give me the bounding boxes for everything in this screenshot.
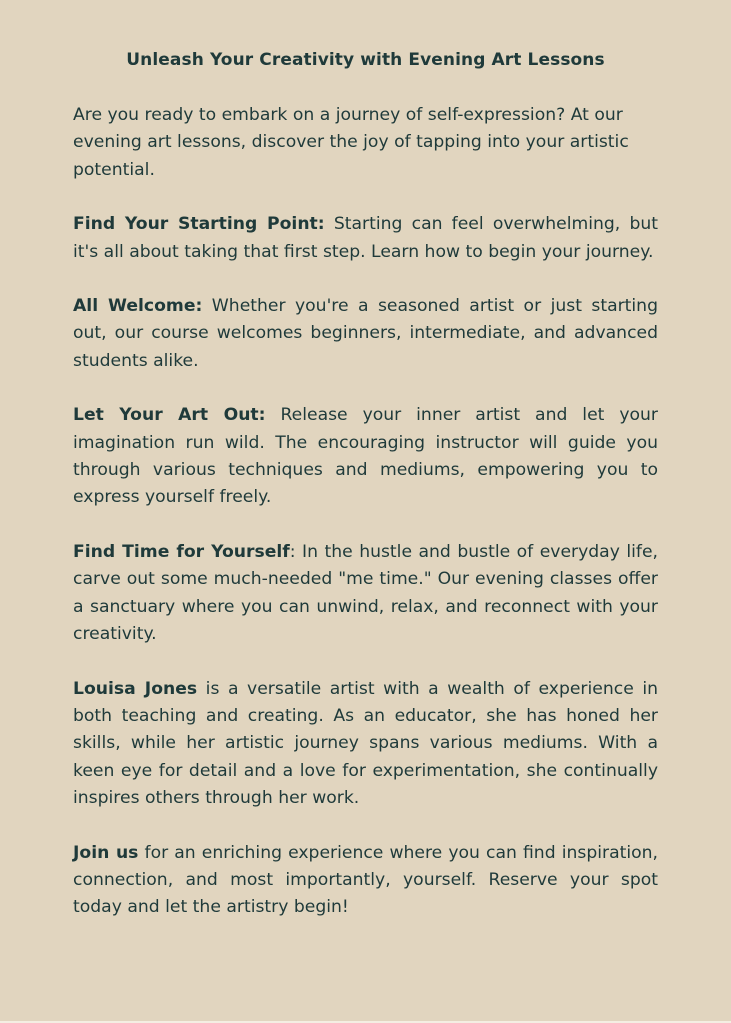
section-all-welcome — [73, 293, 658, 375]
flyer-body — [73, 102, 658, 922]
section-time-for-yourself — [73, 539, 658, 649]
section-lead: Find Time for Yourself — [73, 541, 290, 562]
section-text: for an enriching experience where you can find inspiration, connection, and most importantly, yourself. Reserve your spot today and let the artistry begin! — [73, 842, 659, 918]
section-starting-point — [73, 211, 658, 266]
instructor-name: Louisa Jones — [73, 678, 198, 699]
intro-paragraph: Are you ready to embark on a journey of self-expression? At our evening art lessons, discover the joy of tapping into your artistic potential. — [73, 105, 629, 180]
section-text: : In the hustle and bustle of everyday life, carve out some much-needed "me time." Our evening classes offer a sanctuary where you can unwind, relax, and reconnect with your creativity. — [73, 541, 658, 645]
page-title: Unleash Your Creativity with Evening Art Lessons — [126, 50, 605, 70]
section-lead: Join us — [73, 842, 139, 863]
section-join-us — [73, 840, 658, 922]
section-lead: Find Your Starting Point: — [73, 214, 325, 235]
section-text: Release your inner artist and let your imagination run wild. The encouraging instructor will guide you through various techniques and mediums, empowering you to express yourself freely. — [73, 405, 658, 508]
section-lead: All Welcome: — [73, 296, 203, 317]
section-instructor-bio — [73, 676, 658, 813]
section-lead: Let Your Art Out: — [73, 405, 266, 426]
section-text: is a versatile artist with a wealth of experience in both teaching and creating. As an educator, she has honed her skills, while her artistic journey spans various mediums. With a keen eye for detail and a love for experimentation, she continually inspires others through her work. — [73, 678, 658, 809]
section-text: Whether you're a seasoned artist or just starting out, our course welcomes beginners, intermediate, and advanced students alike. — [73, 296, 658, 371]
section-text: Starting can feel overwhelming, but it's all about taking that first step. Learn how to begin your journey. — [73, 214, 659, 262]
section-let-your-art-out — [73, 402, 658, 512]
